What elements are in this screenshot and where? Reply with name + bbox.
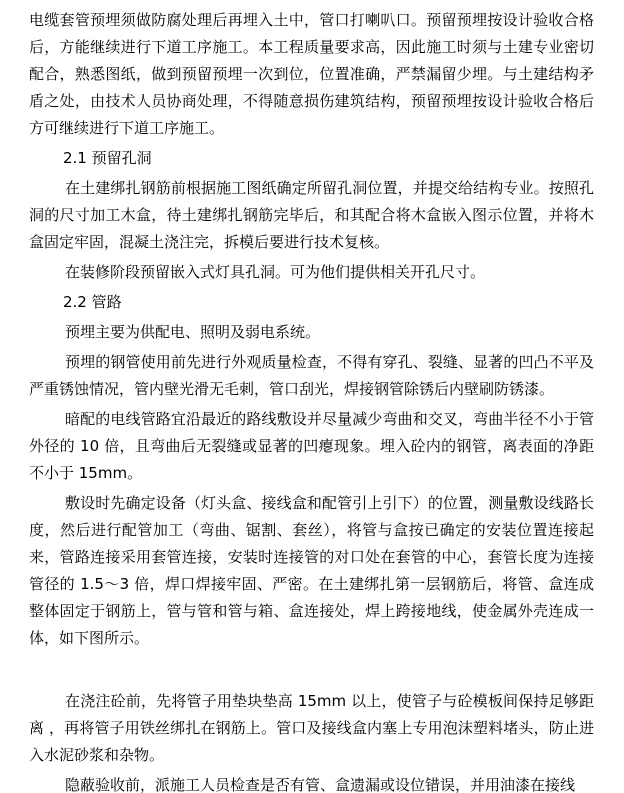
section-heading: 2.2 管路 [63,293,122,311]
paragraph: 敷设时先确定设备（灯头盒、接线盒和配管引上引下）的位置，测量敷设线路长度，然后进行配管加工（弯曲、锯割、套丝），将管与盒按已确定的安装位置连接起来，管路连接采用套管连接，安装时连接管的对口处在套管的中心，套管长度为连接管径的 1.5～3 倍，焊口焊接牢固、严密。在土建绑扎第一层钢筋后，将管、盒连成整体固定于钢筋上，管与管和管与箱、盒连接处，焊上跨接地线，使金属外壳连成一体，如下图所示。 [29,494,594,647]
paragraph: 隐蔽验收前，派施工人员检查是否有管、盒遗漏或设位错误，并用油漆在接线 [65,776,576,793]
section-heading: 2.1 预留孔洞 [63,149,152,167]
paragraph: 在浇注砼前，先将管子用垫块垫高 15mm 以上，使管子与砼模板间保持足够距离 ，再将管子用铁丝绑扎在钢筋上。管口及接线盒内塞上专用泡沫塑料堵头，防止进入水泥砂浆和杂物。 [29,692,594,764]
paragraph: 在装修阶段预留嵌入式灯具孔洞。可为他们提供相关开孔尺寸。 [65,263,486,281]
paragraph: 预埋主要为供配电、照明及弱电系统。 [65,323,321,341]
document-body [29,7,594,793]
paragraph: 暗配的电线管路宜沿最近的路线敷设并尽量减少弯曲和交叉，弯曲半径不小于管外径的 10 倍，且弯曲后无裂缝或显著的凹瘪现象。埋入砼内的钢管，离表面的净距不小于 15mm。 [29,410,594,482]
figure-placeholder [29,655,594,688]
paragraph: 在土建绑扎钢筋前根据施工图纸确定所留孔洞位置，并提交给结构专业。按照孔洞的尺寸加工木盒，待土建绑扎钢筋完毕后，和其配合将木盒嵌入图示位置，并将木盒固定牢固，混凝土浇注完，拆模后要进行技术复核。 [29,179,594,251]
paragraph: 电缆套管预埋须做防腐处理后再埋入土中，管口打喇叭口。预留预埋按设计验收合格后，方能继续进行下道工序施工。本工程质量要求高，因此施工时须与土建专业密切配合，熟悉图纸，做到预留预埋一次到位，位置准确，严禁漏留少埋。与土建结构矛盾之处，由技术人员协商处理，不得随意损伤建筑结构，预留预埋按设计验收合格后方可继续进行下道工序施工。 [29,11,594,137]
paragraph: 预埋的钢管使用前先进行外观质量检查，不得有穿孔、裂缝、显著的凹凸不平及严重锈蚀情况，管内壁光滑无毛刺，管口刮光，焊接钢管除锈后内壁刷防锈漆。 [29,353,594,398]
